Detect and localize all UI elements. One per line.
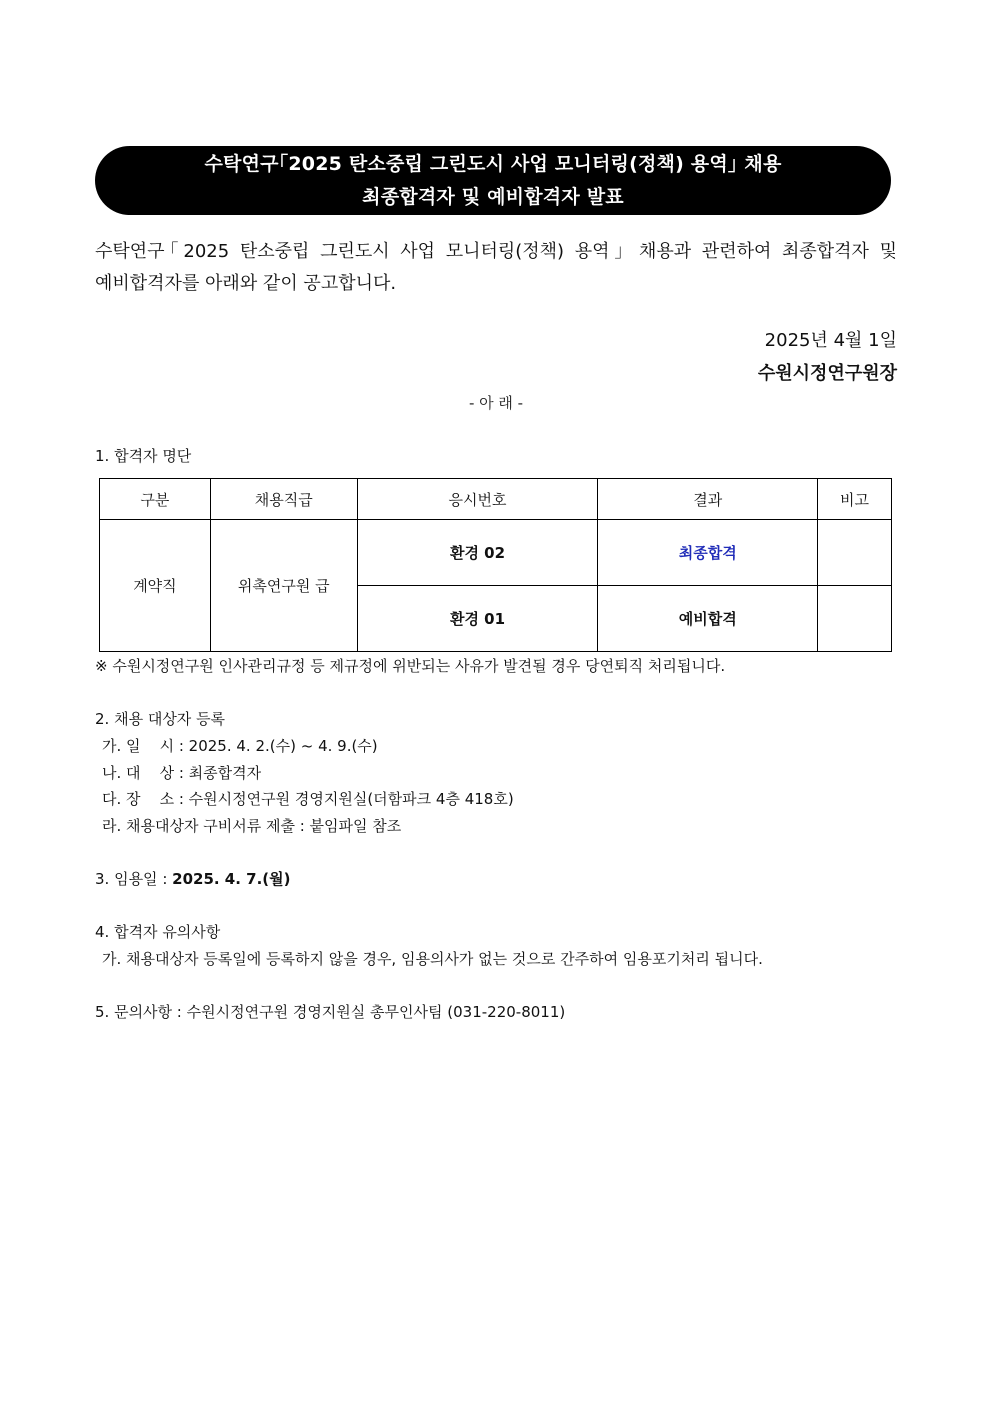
results-table xyxy=(99,478,892,652)
section-3-label: 3. 임용일 : xyxy=(95,870,173,888)
remark-cell xyxy=(818,520,892,586)
intro-line-2: 예비합격자를 아래와 같이 공고합니다. xyxy=(95,273,397,294)
result-cell-final: 최종합격 xyxy=(598,520,818,586)
table-row xyxy=(100,520,892,586)
header-number: 응시번호 xyxy=(357,479,598,520)
issuer: 수원시정연구원장 xyxy=(757,363,897,384)
section-2-title: 2. 채용 대상자 등록 xyxy=(95,710,226,728)
intro-paragraph xyxy=(95,236,897,300)
section-5: 5. 문의사항 : 수원시정연구원 경영지원실 총무인사팀 (031-220-8011) xyxy=(95,1003,566,1021)
remark-cell xyxy=(818,586,892,652)
intro-line-1: 수탁연구｢2025 탄소중립 그린도시 사업 모니터링(정책) 용역｣ 채용과 관련하여 최종합격자 및 xyxy=(95,241,897,262)
section-2-item: 다. 장 소 : 수원시정연구원 경영지원실(더함파크 4층 418호) xyxy=(102,790,514,808)
header-grade: 채용직급 xyxy=(210,479,357,520)
header-result: 결과 xyxy=(598,479,818,520)
title-line-1: 수탁연구｢2025 탄소중립 그린도시 사업 모니터링(정책) 용역｣ 채용 xyxy=(204,152,782,175)
number-cell: 환경 01 xyxy=(357,586,598,652)
section-2-item: 나. 대 상 : 최종합격자 xyxy=(102,764,262,782)
section-4-item: 가. 채용대상자 등록일에 등록하지 않을 경우, 임용의사가 없는 것으로 간주하여 임용포기처리 됩니다. xyxy=(102,950,763,968)
grade-cell: 위촉연구원 급 xyxy=(210,520,357,652)
header-remark: 비고 xyxy=(818,479,892,520)
section-1-title: 1. 합격자 명단 xyxy=(95,447,192,465)
below-label: - 아 래 - xyxy=(468,394,524,412)
section-4-title: 4. 합격자 유의사항 xyxy=(95,923,221,941)
title-banner xyxy=(95,146,891,215)
section-2-item: 라. 채용대상자 구비서류 제출 : 붙임파일 참조 xyxy=(102,817,402,835)
section-3-date: 2025. 4. 7.(월) xyxy=(172,870,291,888)
table-note: ※ 수원시정연구원 인사관리규정 등 제규정에 위반되는 사유가 발견될 경우 당연퇴직 처리됩니다. xyxy=(95,657,726,675)
number-cell: 환경 02 xyxy=(357,520,598,586)
section-3 xyxy=(95,866,291,892)
announcement-date: 2025년 4월 1일 xyxy=(764,330,897,351)
category-cell: 계약직 xyxy=(100,520,211,652)
header-category: 구분 xyxy=(100,479,211,520)
title-line-2: 최종합격자 및 예비합격자 발표 xyxy=(362,185,624,208)
result-cell-reserve: 예비합격 xyxy=(598,586,818,652)
section-2-item: 가. 일 시 : 2025. 4. 2.(수) ~ 4. 9.(수) xyxy=(102,737,378,755)
table-header-row xyxy=(100,479,892,520)
